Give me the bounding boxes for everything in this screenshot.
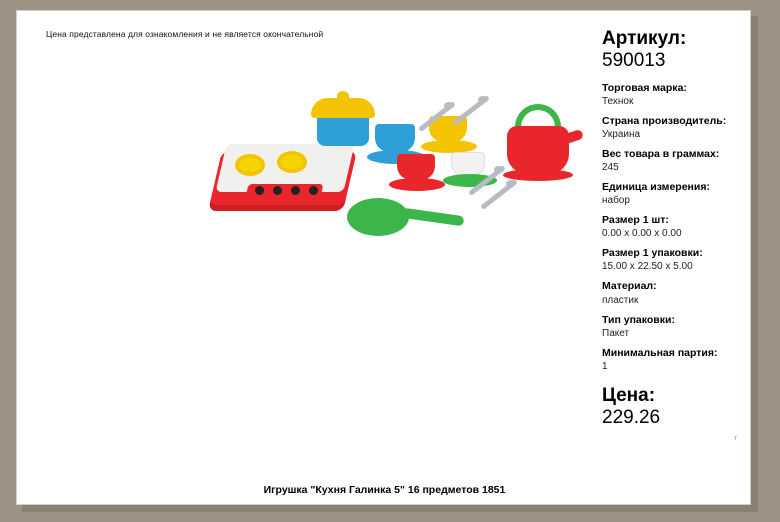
spec-key: Минимальная партия:	[602, 346, 718, 359]
spec-value: Украина	[602, 128, 641, 140]
toy-pot-knob	[337, 91, 349, 101]
spec-key: Страна производитель:	[602, 114, 727, 127]
spec-row	[602, 181, 752, 207]
spec-value: пластик	[602, 294, 639, 306]
spec-row	[602, 314, 752, 340]
spec-row	[602, 148, 752, 174]
toy-cup-white	[451, 152, 485, 176]
product-caption: Игрушка "Кухня Галинка 5" 16 предметов 1851	[263, 484, 506, 496]
spec-value: 1	[602, 360, 608, 372]
toy-kettle-body	[507, 126, 569, 174]
spec-row	[602, 347, 752, 373]
price-label: Цена:	[602, 384, 656, 406]
spec-row	[602, 214, 752, 240]
toy-pot-lid	[311, 98, 375, 118]
stove-knob-icon	[309, 186, 318, 195]
product-image	[197, 66, 597, 261]
product-specs-panel	[602, 29, 752, 429]
spec-key: Размер 1 шт:	[602, 214, 669, 227]
spec-key: Вес товара в граммах:	[602, 147, 720, 160]
sku-value: 590013	[602, 49, 666, 71]
toy-frying-pan-handle	[402, 208, 465, 227]
stove-knob-icon	[255, 186, 264, 195]
toy-frying-pan-body	[347, 198, 409, 236]
document-page	[16, 10, 751, 505]
spec-row	[602, 115, 752, 141]
toy-fork-head-icon	[506, 180, 516, 187]
toy-pot-body	[317, 114, 369, 146]
spec-value: Пакет	[602, 327, 630, 339]
sku-label: Артикул:	[602, 28, 687, 49]
spec-value: Технок	[602, 95, 634, 107]
tiny-mark: т	[734, 435, 738, 442]
toy-spoon-head-icon	[444, 102, 454, 109]
price-value: 229.26	[602, 406, 661, 428]
spec-key: Тип упаковки:	[602, 313, 675, 326]
stove-burner-icon	[235, 154, 265, 176]
spec-key: Единица измерения:	[602, 181, 710, 194]
toy-saucer-red	[389, 178, 445, 191]
spec-value: 245	[602, 162, 619, 174]
spec-value: 15.00 x 22.50 x 5.00	[602, 261, 693, 273]
toy-cup-red	[397, 154, 435, 180]
spec-key: Материал:	[602, 280, 657, 293]
spec-row	[602, 82, 752, 108]
toy-cup-blue	[375, 124, 415, 152]
spec-key: Торговая марка:	[602, 81, 687, 94]
toy-spoon-head-icon	[494, 166, 504, 173]
price-disclaimer: Цена представлена для ознакомления и не является окончательной	[46, 29, 324, 39]
spec-row	[602, 280, 752, 306]
spec-value: 0.00 x 0.00 x 0.00	[602, 228, 682, 240]
spec-key: Размер 1 упаковки:	[602, 247, 703, 260]
stove-knob-icon	[273, 186, 282, 195]
spec-row	[602, 247, 752, 273]
stove-knob-icon	[291, 186, 300, 195]
toy-spoon-head-icon	[478, 96, 488, 103]
stove-burner-icon	[277, 151, 307, 173]
spec-value: набор	[602, 195, 630, 207]
